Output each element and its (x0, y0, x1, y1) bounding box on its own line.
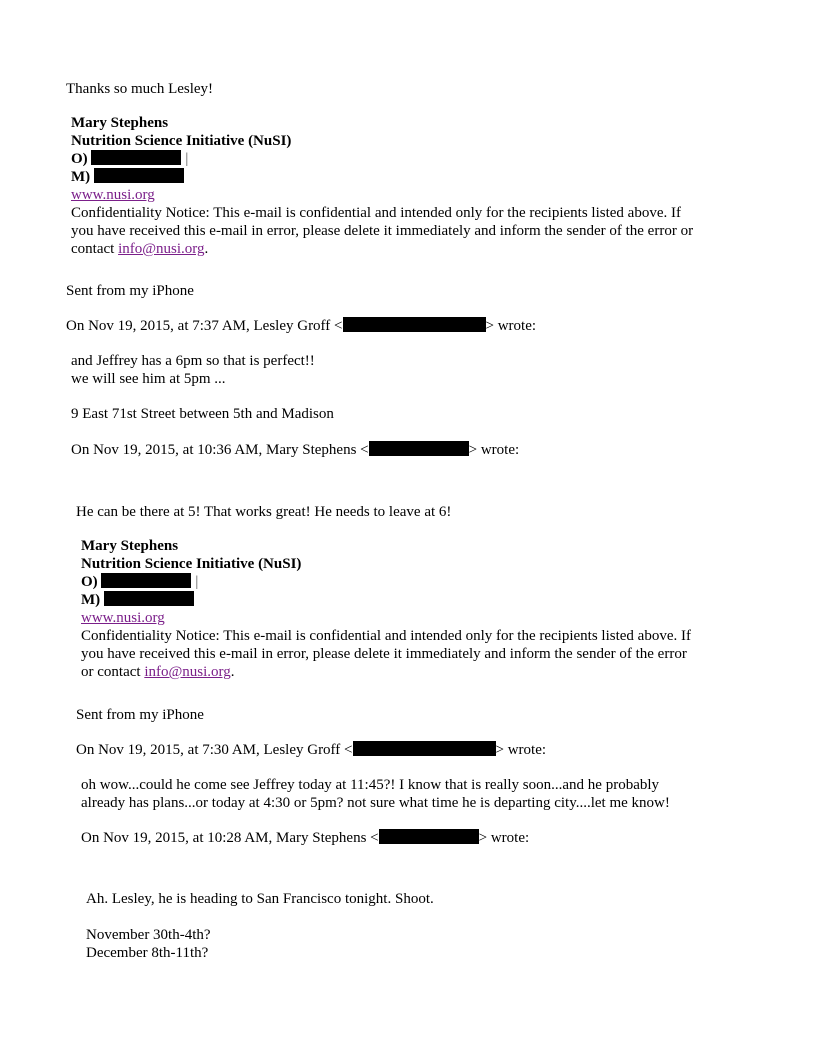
message-line: Ah. Lesley, he is heading to San Francisco tonight. Shoot. (86, 891, 434, 907)
header-text: On Nov 19, 2015, at 7:30 AM, Lesley Groff < (76, 742, 353, 758)
redaction-box (343, 317, 486, 332)
sent-from-iphone: Sent from my iPhone (76, 707, 204, 723)
redaction-box (379, 829, 479, 844)
confidentiality-notice-line: you have received this e-mail in error, please delete it immediately and inform the sender of the error or (71, 223, 694, 239)
message-line: He can be there at 5! That works great! He needs to leave at 6! (76, 504, 452, 520)
message-line: oh wow...could he come see Jeffrey today at 11:45?! I know that is really soon...and he probably (81, 777, 660, 793)
office-label: O) (71, 151, 88, 167)
separator: | (185, 151, 189, 167)
confidentiality-notice-line: you have received this e-mail in error, please delete it immediately and inform the sender of the error (81, 646, 687, 662)
mobile-label: M) (71, 169, 91, 185)
notice-text: . (204, 241, 209, 257)
redaction-box (369, 441, 469, 456)
separator: | (195, 574, 199, 590)
notice-text: or contact (81, 664, 145, 680)
header-text: > wrote: (478, 830, 530, 846)
redaction-box (94, 168, 184, 183)
header-text: On Nov 19, 2015, at 10:36 AM, Mary Stephens < (71, 442, 369, 458)
sent-from-iphone: Sent from my iPhone (66, 283, 194, 299)
email-link[interactable]: info@nusi.org (144, 664, 231, 680)
quote-header (66, 317, 536, 335)
website-link[interactable]: www.nusi.org (81, 610, 165, 626)
signature-mobile-line (81, 591, 194, 609)
website-link[interactable]: www.nusi.org (71, 187, 155, 203)
message-line: November 30th-4th? (86, 927, 211, 943)
signature-org: Nutrition Science Initiative (NuSI) (81, 556, 302, 572)
confidentiality-notice-line: Confidentiality Notice: This e-mail is confidential and intended only for the recipients listed above. If (81, 628, 691, 644)
header-text: On Nov 19, 2015, at 10:28 AM, Mary Stephens < (81, 830, 379, 846)
message-line: already has plans...or today at 4:30 or 5pm? not sure what time he is departing city....let me know! (81, 795, 670, 811)
signature-name: Mary Stephens (71, 115, 169, 131)
quote-header (76, 741, 546, 759)
header-text: > wrote: (468, 442, 520, 458)
confidentiality-notice-line: Confidentiality Notice: This e-mail is confidential and intended only for the recipients listed above. If (71, 205, 681, 221)
reply-text: Thanks so much Lesley! (66, 81, 214, 97)
redaction-box (353, 741, 496, 756)
message-line: and Jeffrey has a 6pm so that is perfect!! (71, 353, 315, 369)
notice-text: contact (71, 241, 119, 257)
redaction-box (104, 591, 194, 606)
message-line: we will see him at 5pm ... (71, 371, 226, 387)
message-line: 9 East 71st Street between 5th and Madison (71, 406, 334, 422)
confidentiality-notice-line (81, 663, 235, 681)
quote-header (81, 829, 529, 847)
header-text: > wrote: (485, 318, 537, 334)
notice-text: . (230, 664, 235, 680)
message-line: December 8th-11th? (86, 945, 209, 961)
mobile-label: M) (81, 592, 101, 608)
header-text: On Nov 19, 2015, at 7:37 AM, Lesley Groff < (66, 318, 343, 334)
signature-office-line (71, 150, 188, 168)
office-label: O) (81, 574, 98, 590)
signature-mobile-line (71, 168, 184, 186)
signature-org: Nutrition Science Initiative (NuSI) (71, 133, 292, 149)
header-text: > wrote: (495, 742, 547, 758)
redaction-box (101, 573, 191, 588)
signature-office-line (81, 573, 198, 591)
email-link[interactable]: info@nusi.org (118, 241, 205, 257)
redaction-box (91, 150, 181, 165)
quote-header (71, 441, 519, 459)
confidentiality-notice-line (71, 240, 208, 258)
signature-name: Mary Stephens (81, 538, 179, 554)
